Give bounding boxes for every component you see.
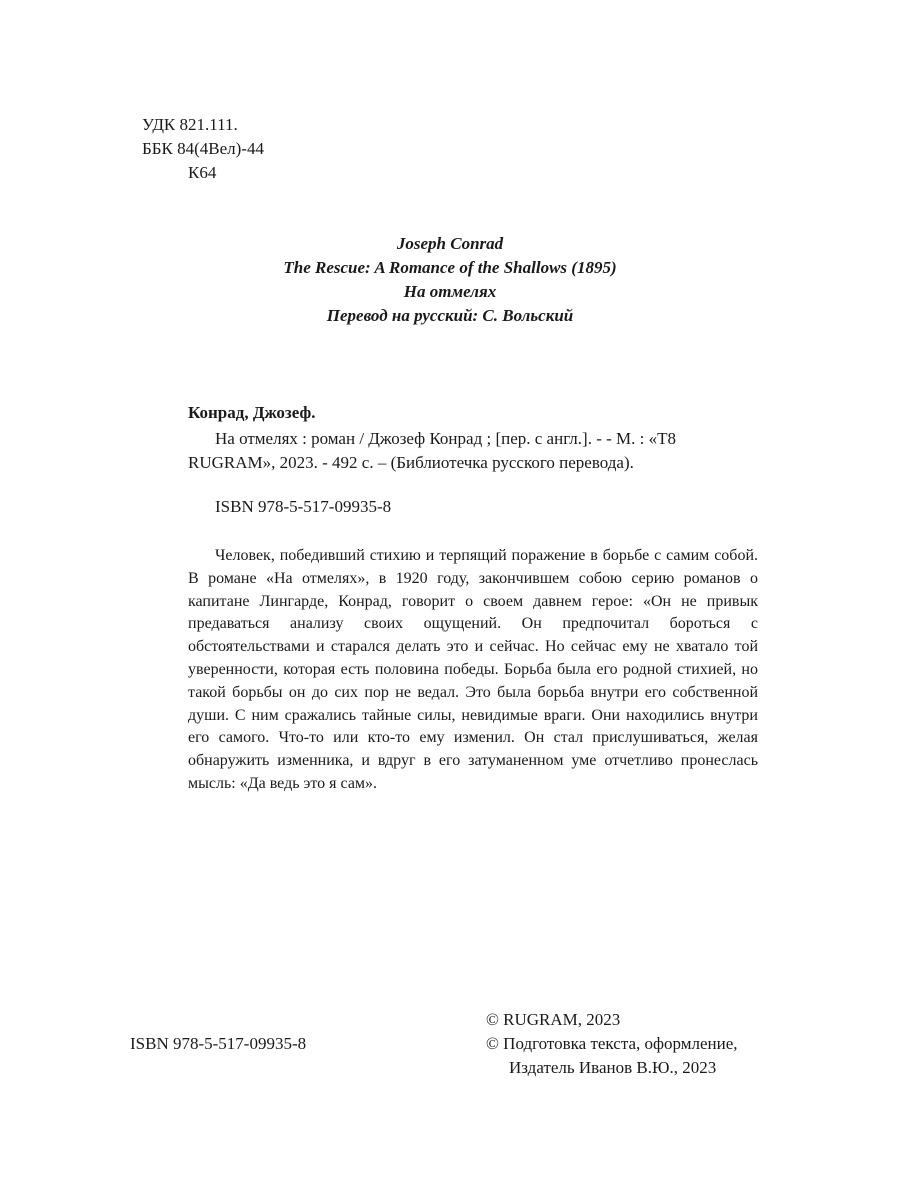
translator-credit: Перевод на русский: С. Вольский bbox=[326, 306, 574, 325]
record-heading: Конрад, Джозеф. bbox=[188, 403, 316, 422]
record-isbn: ISBN 978-5-517-09935-8 bbox=[215, 497, 392, 516]
udk-code: УДК 821.111. bbox=[142, 115, 238, 134]
copyright-rugram: © RUGRAM, 2023 bbox=[486, 1010, 621, 1029]
title-block bbox=[150, 232, 750, 328]
record-line-1: На отмелях : роман / Джозеф Конрад ; [пер. с англ.]. - - М. : «Т8 bbox=[215, 429, 676, 448]
annotation-text: Человек, победивший стихию и терпящий поражение в борьбе с самим собой. В романе «На отмелях», в 1920 году, закончившем собою серию романов о капитане Лингарде, Конрад, говорит о своем давнем герое: «Он не привык предаваться анализу своих ощущений. Он предпочитал бороться с обстоятельствами и старался делать это и сейчас. Но сейчас ему не хватало той уверенности, которая есть половина победы. Борьба была его родной стихией, но такой борьбы он до сих пор не ведал. Это была борьба внутри его собственной души. С ним сражались тайные силы, невидимые враги. Они находились внутри его самого. Что-то или кто-то ему изменил. Он стал прислушиваться, желая обнаружить изменника, и вдруг в его затуманенном уме отчетливо пронеслась мысль: «Да ведь это я сам». bbox=[188, 547, 758, 792]
author-en: Joseph Conrad bbox=[396, 234, 504, 253]
title-ru: На отмелях bbox=[403, 282, 497, 301]
record-line-2: RUGRAM», 2023. - 492 с. – (Библиотечка русского перевода). bbox=[188, 453, 634, 472]
title-en: The Rescue: A Romance of the Shallows (1895) bbox=[283, 258, 617, 277]
bbk-code: ББК 84(4Вел)-44 bbox=[142, 139, 264, 158]
annotation bbox=[188, 545, 758, 796]
copyright-preparation: © Подготовка текста, оформление, bbox=[486, 1034, 738, 1053]
author-mark: К64 bbox=[188, 163, 217, 182]
footer-isbn: ISBN 978-5-517-09935-8 bbox=[130, 1034, 307, 1053]
copyright-publisher: Издатель Иванов В.Ю., 2023 bbox=[509, 1058, 717, 1077]
